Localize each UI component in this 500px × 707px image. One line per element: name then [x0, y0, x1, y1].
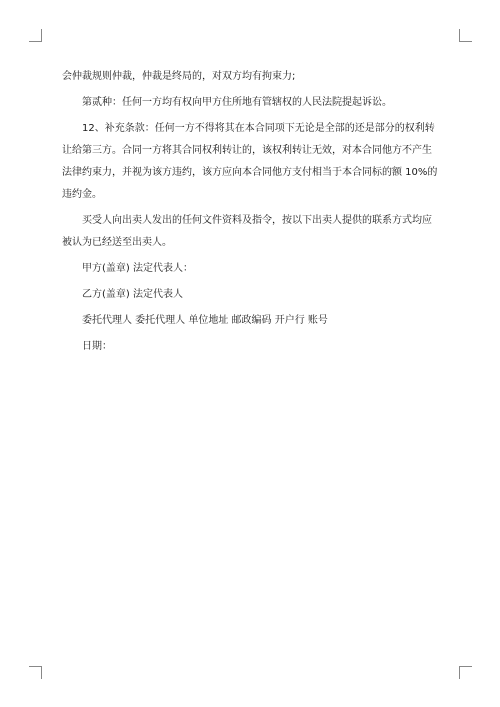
party-a-signature-line: 甲方(盖章) 法定代表人： [82, 263, 193, 274]
crop-mark-top-right [459, 29, 472, 42]
supplementary-clause-line-4: 违约金。 [62, 189, 102, 200]
crop-mark-bottom-left [29, 666, 42, 679]
paragraph-notice-delivery [62, 210, 444, 254]
document-body [62, 66, 444, 362]
paragraph-supplementary-clause [62, 118, 444, 206]
notice-delivery-line-2: 被认为已经送至出卖人。 [62, 237, 172, 248]
crop-mark-bottom-right [459, 666, 472, 679]
party-b-signature-line: 乙方(盖章) 法定代表人 [82, 289, 183, 300]
supplementary-clause-line-2: 让给第三方。合同一方将其合同权利转让的，该权利转让无效，对本合同他方不产生 [62, 145, 432, 156]
agent-details-line: 委托代理人 委托代理人 单位地址 邮政编码 开户行 账号 [82, 315, 328, 326]
crop-mark-top-left [29, 29, 42, 42]
notice-delivery-line-1: 买受人向出卖人发出的任何文件资料及指令，按以下出卖人提供的联系方式均应 [82, 215, 432, 226]
date-line: 日期： [82, 341, 112, 352]
supplementary-clause-line-3: 法律约束力，并视为该方违约，该方应向本合同他方支付相当于本合同标的额 10%的 [62, 167, 438, 178]
supplementary-clause-line-1: 12、补充条款：任何一方不得将其在本合同项下无论是全部的还是部分的权利转 [82, 123, 435, 134]
paragraph-litigation-option: 第贰种：任何一方均有权向甲方住所地有管辖权的人民法院提起诉讼。 [82, 97, 392, 108]
paragraph-arbitration: 会仲裁规则仲裁，仲裁是终局的，对双方均有拘束力; [62, 71, 296, 82]
